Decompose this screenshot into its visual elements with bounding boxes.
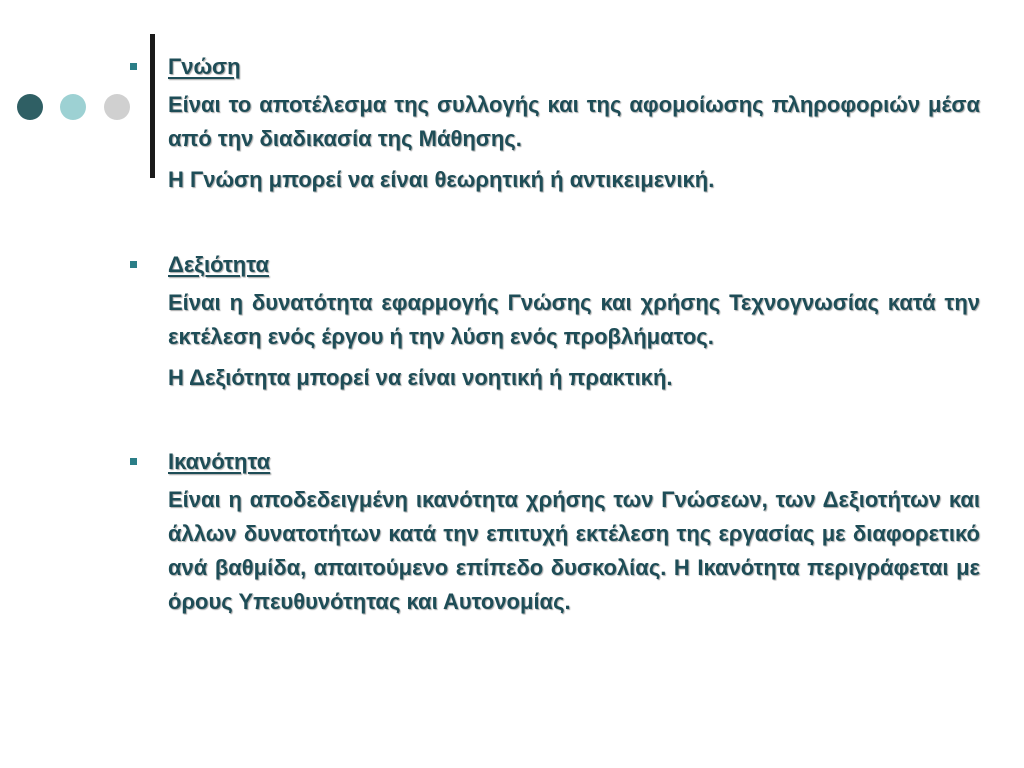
square-bullet-icon	[130, 458, 137, 465]
section-heading: Ικανότητα	[168, 449, 271, 474]
square-bullet-icon	[130, 63, 137, 70]
section-paragraph: Η Δεξιότητα μπορεί να είναι νοητική ή πρακτική.	[168, 365, 673, 390]
decorative-dot-gray	[104, 94, 130, 120]
section-skill	[168, 250, 980, 395]
section-paragraph: Είναι η αποδεδειγμένη ικανότητα χρήσης των Γνώσεων, των Δεξιοτήτων και άλλων δυνατοτήτων κατά την επιτυχή εκτέλεση της εργασίας με διαφορετικό ανά βαθμίδα, απαιτούμενο επίπεδο δυσκολίας. Η Ικανότητα περιγράφεται με όρους Υπευθυνότητας και Αυτονομίας.	[168, 487, 980, 614]
section-paragraph: Είναι το αποτέλεσμα της συλλογής και της αφομοίωσης πληροφοριών μέσα από την διαδικασία της Μάθησης.	[168, 92, 980, 151]
section-heading: Δεξιότητα	[168, 252, 269, 277]
section-knowledge	[168, 52, 980, 197]
section-competence	[168, 447, 980, 619]
decorative-dot-light	[60, 94, 86, 120]
section-heading: Γνώση	[168, 54, 241, 79]
square-bullet-icon	[130, 261, 137, 268]
decorative-dot-dark	[17, 94, 43, 120]
section-paragraph: Είναι η δυνατότητα εφαρμογής Γνώσης και χρήσης Τεχνογνωσίας κατά την εκτέλεση ενός έργου ή την λύση ενός προβλήματος.	[168, 290, 980, 349]
section-paragraph: Η Γνώση μπορεί να είναι θεωρητική ή αντικειμενική.	[168, 167, 715, 192]
vertical-divider	[150, 34, 155, 178]
